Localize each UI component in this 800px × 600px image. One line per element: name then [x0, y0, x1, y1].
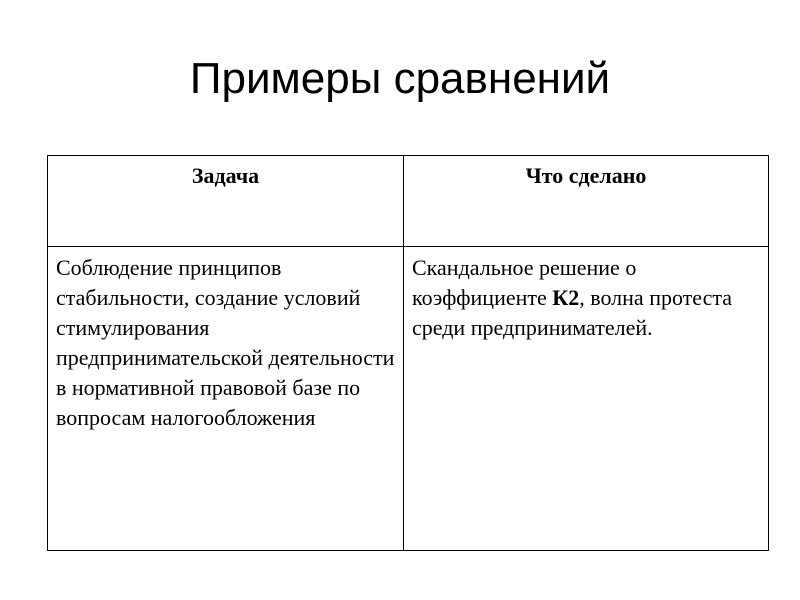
done-text-bold: К2: [552, 285, 580, 310]
done-text-after: , волна протеста среди предпринимателей.: [412, 285, 733, 340]
cell-task: Соблюдение принципов стабильности, создание условий стимулирования предпринимательской деятельности в нормативной правовой базе по вопросам налогообложения: [48, 247, 404, 551]
header-done: Что сделано: [404, 156, 769, 247]
table-row: [48, 247, 769, 551]
header-task: Задача: [48, 156, 404, 247]
table-header-row: [48, 156, 769, 247]
slide-title: Примеры сравнений: [189, 54, 611, 103]
done-text-before: Скандальное решение о коэффициенте: [412, 255, 637, 310]
cell-done: [404, 247, 769, 551]
comparison-table: [47, 155, 769, 551]
